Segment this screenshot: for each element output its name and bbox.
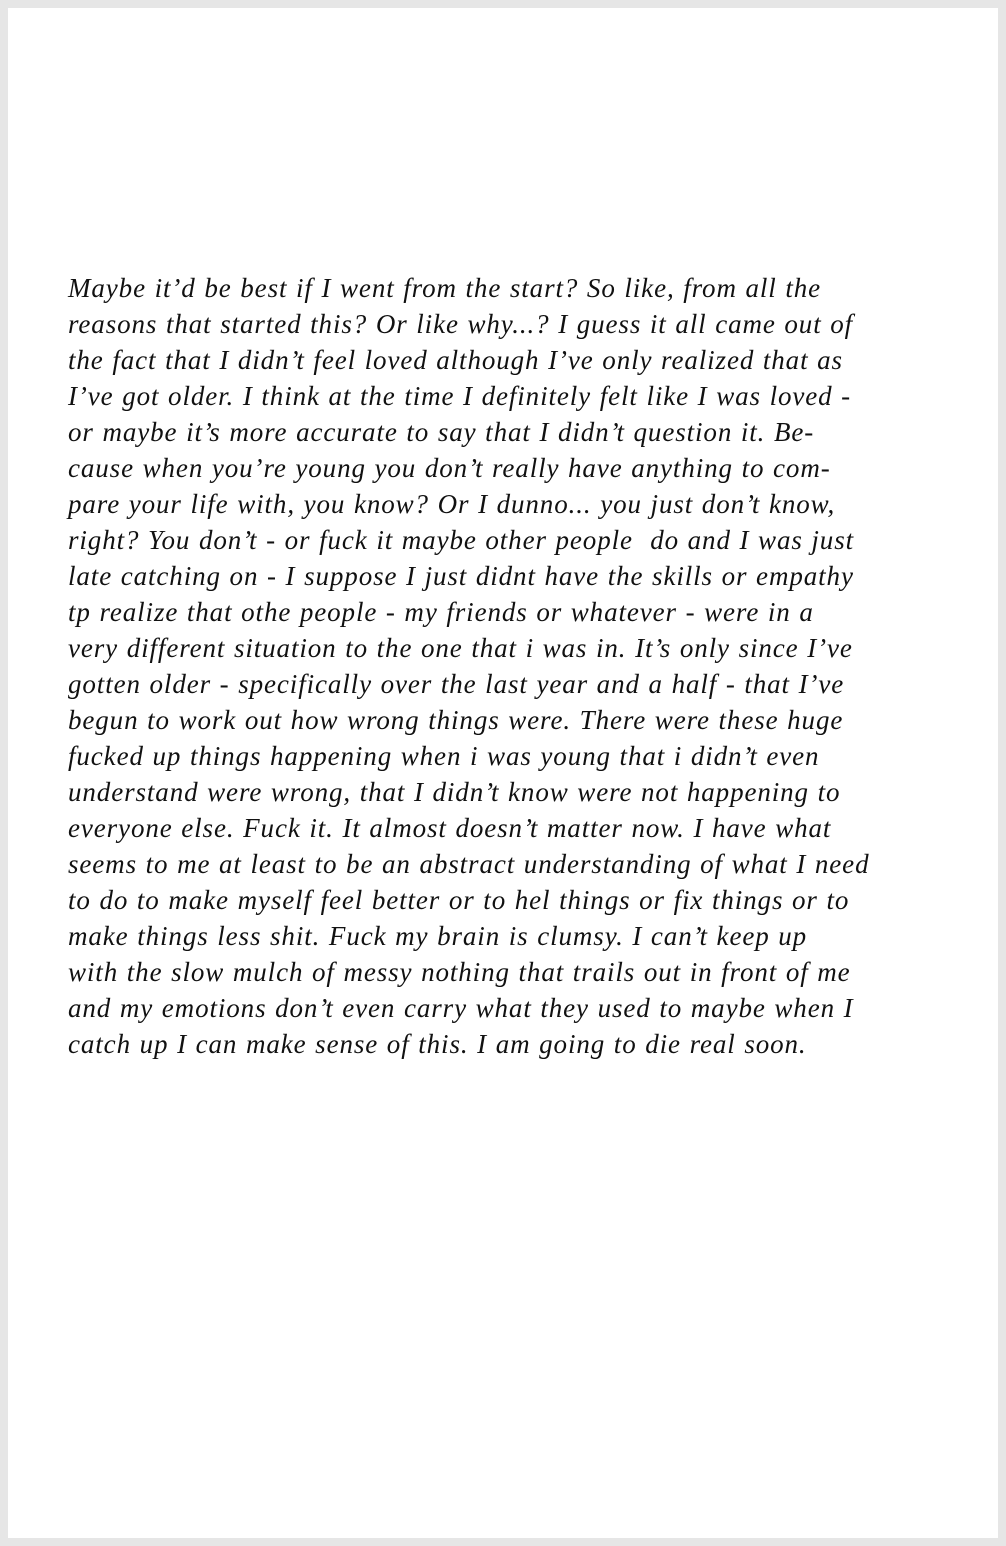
text-line-3: the fact that I didn’t feel loved although I’ve only realized that as xyxy=(68,345,843,375)
text-line-8: right? You don’t - or fuck it maybe other people do and I was just xyxy=(68,525,855,555)
text-line-6: cause when you’re young you don’t really have anything to com- xyxy=(68,453,831,483)
text-line-7: pare your life with, you know? Or I dunno... you just don’t know, xyxy=(68,489,836,519)
document-page xyxy=(8,8,998,1538)
text-line-17: seems to me at least to be an abstract understanding of what I need xyxy=(68,849,870,879)
text-line-10: tp realize that othe people - my friends or whatever - were in a xyxy=(68,597,814,627)
text-line-4: I’ve got older. I think at the time I definitely felt like I was loved - xyxy=(68,381,852,411)
body-text xyxy=(68,270,968,1062)
text-line-9: late catching on - I suppose I just didnt have the skills or empathy xyxy=(68,561,854,591)
text-line-15: understand were wrong, that I didn’t know were not happening to xyxy=(68,777,841,807)
text-line-11: very different situation to the one that i was in. It’s only since I’ve xyxy=(68,633,853,663)
text-line-5: or maybe it’s more accurate to say that I didn’t question it. Be- xyxy=(68,417,815,447)
text-line-18: to do to make myself feel better or to hel things or fix things or to xyxy=(68,885,850,915)
text-line-20: with the slow mulch of messy nothing that trails out in front of me xyxy=(68,957,851,987)
text-line-13: begun to work out how wrong things were. There were these huge xyxy=(68,705,844,735)
text-line-16: everyone else. Fuck it. It almost doesn’t matter now. I have what xyxy=(68,813,832,843)
text-line-12: gotten older - specifically over the last year and a half - that I’ve xyxy=(68,669,845,699)
text-line-14: fucked up things happening when i was young that i didn’t even xyxy=(68,741,820,771)
text-line-2: reasons that started this? Or like why...? I guess it all came out of xyxy=(68,309,854,339)
text-line-22: catch up I can make sense of this. I am going to die real soon. xyxy=(68,1029,807,1059)
text-line-21: and my emotions don’t even carry what they used to maybe when I xyxy=(68,993,854,1023)
text-line-1: Maybe it’d be best if I went from the start? So like, from all the xyxy=(68,273,822,303)
text-line-19: make things less shit. Fuck my brain is clumsy. I can’t keep up xyxy=(68,921,808,951)
